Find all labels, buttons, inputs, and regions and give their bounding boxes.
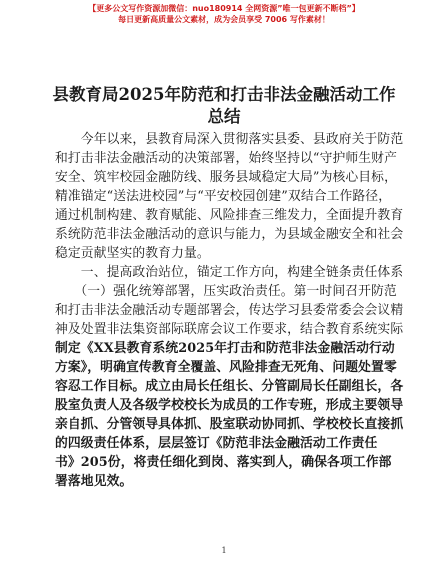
promo-banner-line-2: 每日更新高质量公文素材，成为会员享受 7006 写作素材！ [118, 15, 330, 24]
text-line: 系统防范非法金融活动的意识与能力，为县域金融安全和社会 [55, 227, 404, 242]
text-line: 容忍工作目标。成立由局长任组长、分管副局长任副组长，各 [55, 379, 404, 394]
text-line: （一）强化统筹部署，压实政治责任。第一时间召开防范 [55, 284, 397, 299]
text-line: 今年以来，县教育局深入贯彻落实县委、县政府关于防范 [55, 132, 404, 147]
document-title-line-2: 总结 [207, 107, 241, 126]
section-1-paragraph [55, 282, 404, 491]
text-line: 制定《XX县教育系统2025年打击和防范非法金融活动行动 [55, 341, 395, 356]
text-line: 安全、筑牢校园金融防线、服务县域稳定大局”为核心目标， [55, 170, 397, 185]
document-body [55, 130, 404, 491]
promo-banner-line-1: 【更多公文写作资源加微信：nuo180914 全网资源”唯一包更新不断档”】 [88, 4, 360, 13]
text-line: 和打击非法金融活动专题部署会，传达学习县委常委会会议精 [55, 303, 404, 318]
text-line: 的四级责任体系，层层签订《防范非法金融活动工作责任 [55, 436, 378, 451]
text-line: 稳定贡献坚实的教育力量。 [55, 246, 210, 261]
text-line: 和打击非法金融活动的决策部署，始终坚持以“守护师生财产 [55, 151, 397, 166]
document-title-line-1: 县教育局2025年防范和打击非法金融活动工作 [52, 85, 396, 104]
text-line: 神及处置非法集资部际联席会议工作要求，结合教育系统实际 [55, 322, 404, 337]
text-line: 股室负责人及各级学校校长为成员的工作专班，形成主要领导 [55, 398, 404, 413]
text-line: 书》205份，将责任细化到岗、落实到人，确保各项工作部 [55, 455, 392, 470]
promo-banner [0, 3, 448, 25]
text-line: 亲自抓、分管领导具体抓、股室联动协同抓、学校校长直接抓 [55, 417, 404, 432]
section-heading-1: 一、提高政治站位，锚定工作方向，构建全链条责任体系 [55, 265, 404, 280]
text-line: 方案》，明确宣传教育全覆盖、风险排查无死角、问题处置零 [55, 360, 397, 375]
intro-paragraph [55, 130, 404, 263]
text-line: 通过机制构建、教育赋能、风险排查三维发力，全面提升教育 [55, 208, 404, 223]
page-number: 1 [221, 546, 227, 555]
text-line: 精准锚定“送法进校园”与“平安校园创建”双结合工作路径， [55, 189, 392, 204]
text-line: 署落地见效。 [55, 474, 133, 489]
